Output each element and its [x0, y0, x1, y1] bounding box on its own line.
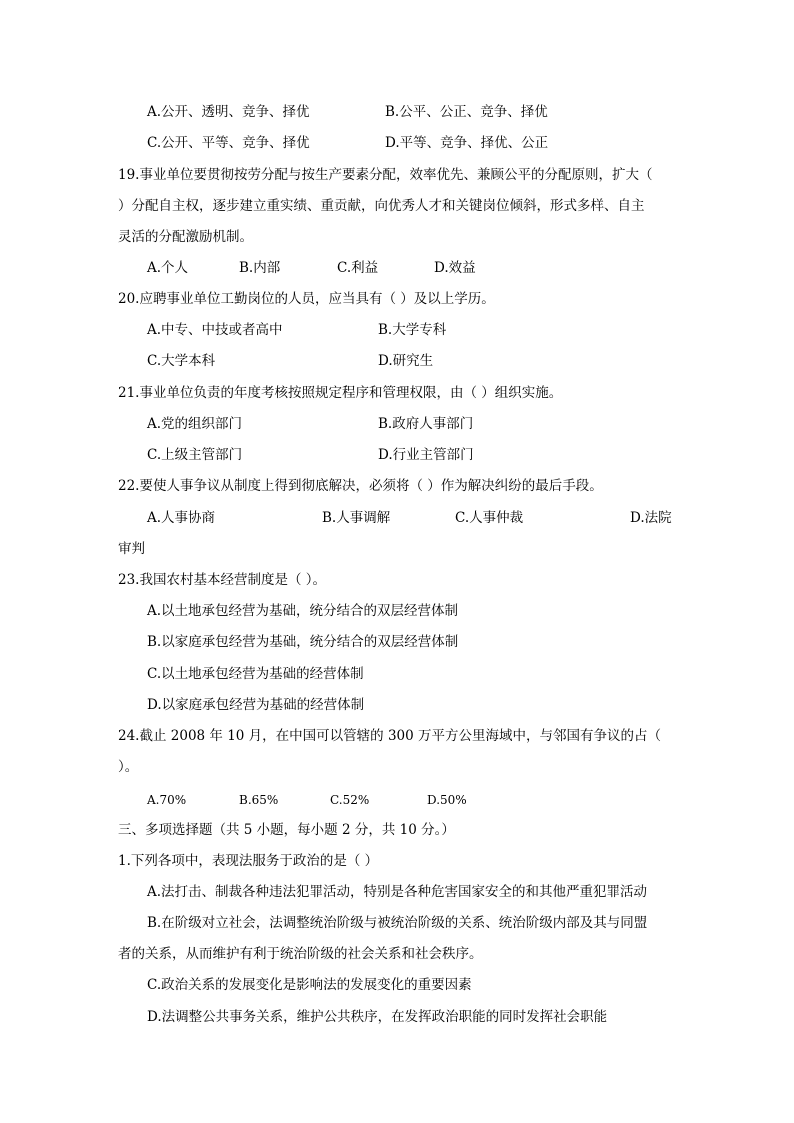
q19-option-a: A.个人 [147, 260, 189, 276]
m1-option-b-line1: B.在阶级对立社会，法调整统治阶级与被统治阶级的关系、统治阶级内部及其与同盟 [147, 915, 648, 931]
q24-option-a: A.70% [147, 793, 187, 807]
q19-option-c: C.利益 [337, 260, 379, 276]
q24-stem-line2: ）。 [118, 759, 139, 775]
q19-stem-line1: 19.事业单位要贯彻按劳分配与按生产要素分配，效率优先、兼顾公平的分配原则，扩大（ [118, 167, 653, 183]
q23-stem: 23.我国农村基本经营制度是（ ）。 [118, 572, 327, 588]
q19-option-b: B.内部 [239, 260, 281, 276]
q24-option-c: C.52% [330, 793, 370, 807]
q21-option-c: C.上级主管部门 [147, 447, 243, 463]
section-heading: 三、多项选择题（共 5 小题，每小题 2 分，共 10 分。） [118, 822, 455, 838]
m1-stem: 1.下列各项中，表现法服务于政治的是（ ） [118, 853, 379, 869]
q21-option-b: B.政府人事部门 [378, 416, 474, 432]
q18-option-b: B.公平、公正、竞争、择优 [385, 104, 548, 120]
q18-option-c: C.公开、平等、竞争、择优 [147, 135, 310, 151]
q20-option-c: C.大学本科 [147, 353, 216, 369]
q22-option-b: B.人事调解 [322, 510, 391, 526]
q20-stem: 20.应聘事业单位工勤岗位的人员，应当具有（ ）及以上学历。 [118, 291, 495, 307]
q21-option-d: D.行业主管部门 [378, 447, 474, 463]
m1-option-b-line2: 者的关系，从而维护有利于统治阶级的社会关系和社会秩序。 [118, 946, 483, 962]
q23-option-c: C.以土地承包经营为基础的经营体制 [147, 666, 364, 682]
q22-stem: 22.要使人事争议从制度上得到彻底解决，必须将（ ）作为解决纠纷的最后手段。 [118, 478, 603, 494]
q23-option-d: D.以家庭承包经营为基础的经营体制 [147, 697, 365, 713]
q20-option-d: D.研究生 [378, 353, 434, 369]
q22-option-c: C.人事仲裁 [455, 510, 524, 526]
q19-stem-line2: ）分配自主权，逐步建立重实绩、重贡献，向优秀人才和关键岗位倾斜，形式多样、自主 [118, 198, 645, 214]
m1-option-d: D.法调整公共事务关系，维护公共秩序，在发挥政治职能的同时发挥社会职能 [147, 1009, 608, 1025]
q20-option-b: B.大学专科 [378, 322, 447, 338]
q23-option-b: B.以家庭承包经营为基础，统分结合的双层经营体制 [147, 634, 459, 650]
q22-option-d-continuation: 审判 [118, 541, 145, 557]
m1-option-c: C.政治关系的发展变化是影响法的发展变化的重要因素 [147, 977, 472, 993]
q24-stem-line1: 24.截止 2008 年 10 月，在中国可以管辖的 300 万平方公里海域中，与邻国有争议的占（ [118, 728, 662, 744]
q24-option-d: D.50% [427, 793, 467, 807]
q22-option-d: D.法院 [630, 510, 672, 526]
q24-option-b: B.65% [239, 793, 279, 807]
q20-option-a: A.中专、中技或者高中 [147, 322, 283, 338]
q19-option-d: D.效益 [434, 260, 476, 276]
m1-option-a: A.法打击、制裁各种违法犯罪活动，特别是各种危害国家安全的和其他严重犯罪活动 [147, 884, 648, 900]
q23-option-a: A.以土地承包经营为基础，统分结合的双层经营体制 [147, 603, 459, 619]
q21-option-a: A.党的组织部门 [147, 416, 243, 432]
q19-stem-line3: 灵活的分配激励机制。 [118, 229, 253, 245]
q18-option-a: A.公开、透明、竞争、择优 [147, 104, 310, 120]
q21-stem: 21.事业单位负责的年度考核按照规定程序和管理权限，由（ ）组织实施。 [118, 385, 563, 401]
q22-option-a: A.人事协商 [147, 510, 216, 526]
q18-option-d: D.平等、竞争、择优、公正 [385, 135, 549, 151]
